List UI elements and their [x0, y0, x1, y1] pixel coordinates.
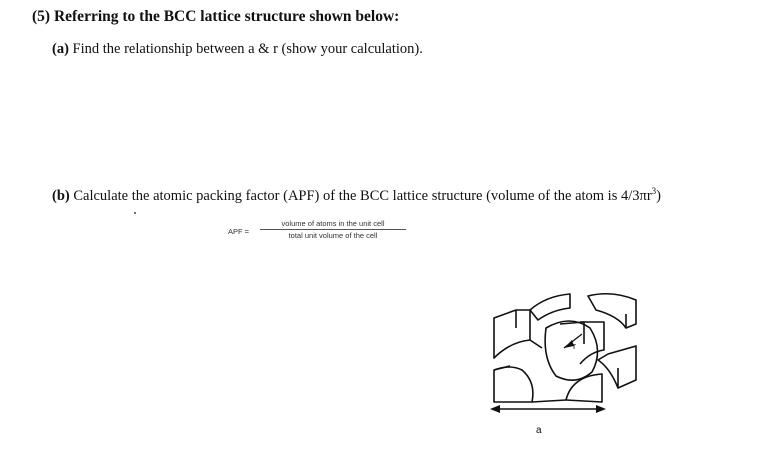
part-b-text-end: ) — [656, 187, 662, 204]
radius-label: r — [573, 341, 576, 351]
part-a-marker: (a) — [52, 41, 69, 57]
apf-formula — [228, 219, 428, 243]
edge-arrowhead-left — [490, 405, 500, 413]
question-title: (5) Referring to the BCC lattice structure shown below: — [32, 8, 400, 25]
formula-fraction — [260, 219, 406, 240]
bcc-unit-cell-diagram — [480, 288, 650, 448]
corner-atom-top-left-back — [530, 294, 570, 320]
corner-atom-top-right-back — [588, 294, 636, 328]
part-b — [52, 186, 661, 205]
corner-atom-bottom-left-front — [494, 367, 533, 402]
part-a-text: Find the relationship between a & r (show your calculation). — [72, 41, 423, 57]
corner-atom-bottom-right-back — [598, 346, 636, 388]
stray-dot — [134, 212, 136, 214]
part-a — [52, 41, 423, 58]
edge-arrowhead-right — [596, 405, 606, 413]
part-b-text: Calculate the atomic packing factor (APF) of the BCC lattice structure (volume of the atom is 4/3πr — [73, 187, 652, 204]
edge-label: a — [536, 425, 542, 436]
part-b-exponent: 3 — [651, 186, 657, 196]
formula-numerator: volume of atoms in the unit cell — [260, 219, 406, 230]
formula-denominator: total unit volume of the cell — [288, 231, 378, 240]
center-atom — [545, 321, 597, 380]
corner-atom-bottom-right-front — [566, 374, 602, 402]
part-b-marker: (b) — [52, 187, 70, 204]
formula-lhs: APF = — [228, 227, 250, 236]
corner-atom-top-left-front — [494, 310, 530, 358]
